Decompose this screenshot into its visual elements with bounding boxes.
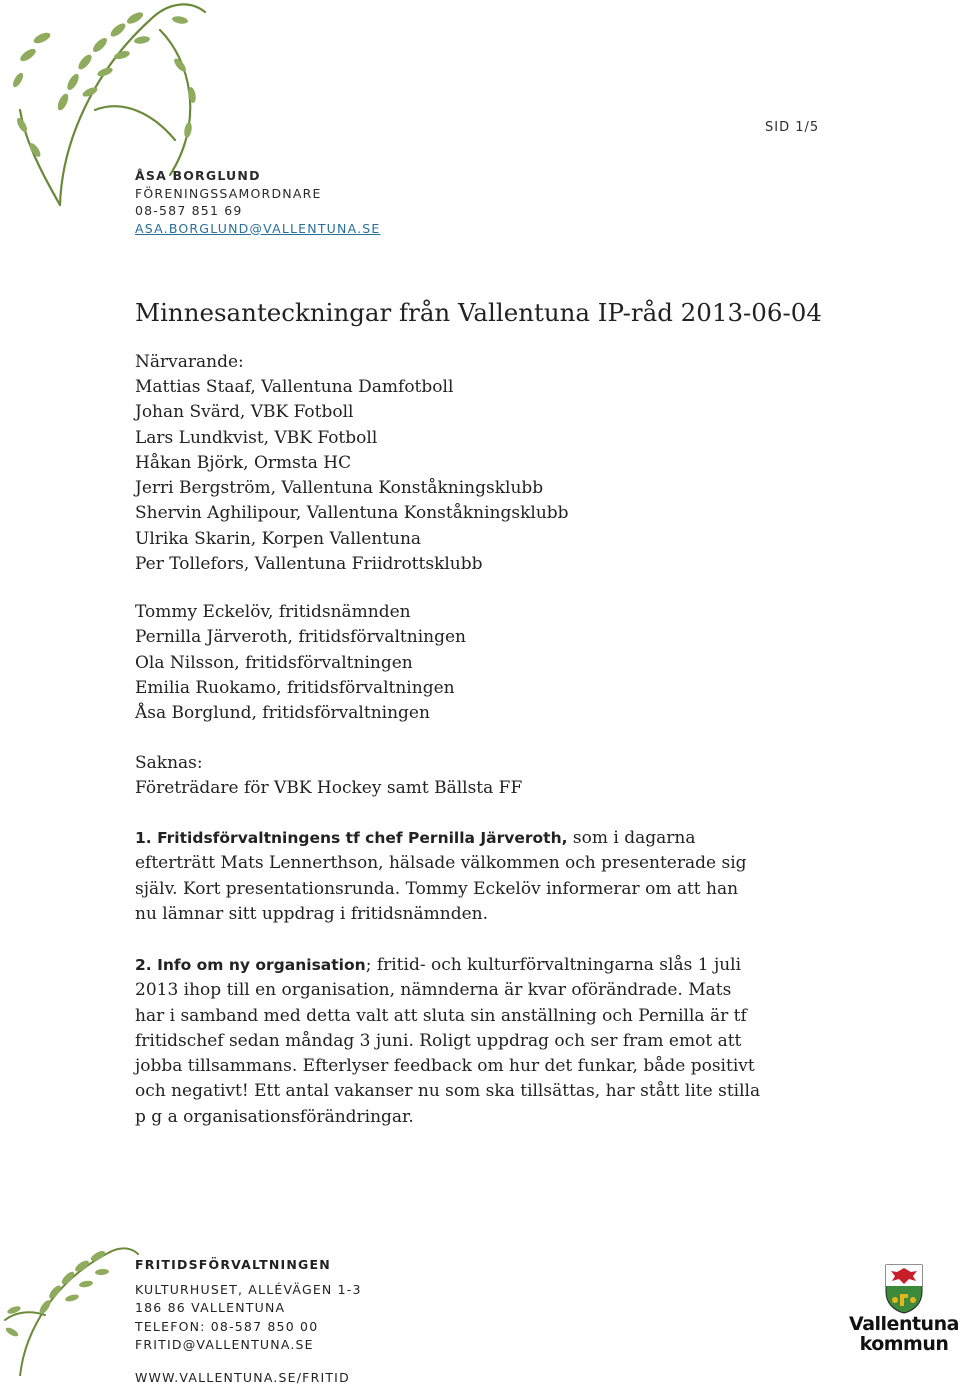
vine-decoration-bottom-icon: [0, 1240, 140, 1376]
footer-phone: TELEFON: 08-587 850 00: [135, 1318, 362, 1337]
agenda-item-1: [135, 826, 835, 927]
logo-wordmark-line1: Vallentuna: [848, 1314, 960, 1334]
agenda-item-line: och negativt! Ett antal vakanser nu som ska tillsättas, har stått lite stilla: [135, 1079, 835, 1104]
agenda-item-line: har i samband med detta valt att sluta sin anställning och Pernilla är tf: [135, 1004, 835, 1029]
official: Pernilla Järveroth, fritidsförvaltningen: [135, 625, 466, 650]
agenda-item-line: efterträtt Mats Lennerthson, hälsade välkommen och presenterade sig: [135, 851, 835, 876]
sender-block: [135, 167, 381, 237]
footer-postal: 186 86 VALLENTUNA: [135, 1299, 362, 1318]
agenda-item-line: nu lämnar sitt uppdrag i fritidsnämnden.: [135, 902, 835, 927]
official: Åsa Borglund, fritidsförvaltningen: [135, 701, 466, 726]
agenda-item-text: ; fritid- och kulturförvaltningarna slås 1 juli: [366, 955, 741, 975]
footer-address: KULTURHUSET, ALLÉVÄGEN 1-3: [135, 1281, 362, 1300]
present-list: [135, 375, 569, 577]
attendee: Johan Svärd, VBK Fotboll: [135, 400, 569, 425]
attendee: Per Tollefors, Vallentuna Friidrottsklubb: [135, 552, 569, 577]
sender-name: ÅSA BORGLUND: [135, 167, 381, 185]
officials-list: [135, 600, 466, 726]
agenda-item-line: 2013 ihop till en organisation, nämnderna är kvar oförändrade. Mats: [135, 978, 835, 1003]
official: Tommy Eckelöv, fritidsnämnden: [135, 600, 466, 625]
present-label: Närvarande:: [135, 350, 244, 375]
agenda-item-line: p g a organisationsförändringar.: [135, 1105, 835, 1130]
attendee: Ulrika Skarin, Korpen Vallentuna: [135, 527, 569, 552]
attendee: Lars Lundkvist, VBK Fotboll: [135, 426, 569, 451]
coat-of-arms-icon: [883, 1262, 925, 1314]
missing-label: Saknas:: [135, 751, 203, 776]
attendee: Håkan Björk, Ormsta HC: [135, 451, 569, 476]
sender-phone: 08-587 851 69: [135, 202, 381, 220]
missing-text: Företrädare för VBK Hockey samt Bällsta FF: [135, 776, 522, 801]
agenda-item-text: som i dagarna: [568, 828, 696, 848]
attendee: Shervin Aghilipour, Vallentuna Konståkningsklubb: [135, 501, 569, 526]
page-number: SID 1/5: [765, 120, 819, 135]
official: Emilia Ruokamo, fritidsförvaltningen: [135, 676, 466, 701]
agenda-item-line: jobba tillsammans. Efterlyser feedback om hur det funkar, både positivt: [135, 1054, 835, 1079]
footer-website-link[interactable]: WWW.VALLENTUNA.SE/FRITID: [135, 1369, 362, 1387]
agenda-item-line: själv. Kort presentationsrunda. Tommy Eckelöv informerar om att han: [135, 877, 835, 902]
attendee: Mattias Staaf, Vallentuna Damfotboll: [135, 375, 569, 400]
footer-email-link[interactable]: FRITID@VALLENTUNA.SE: [135, 1336, 362, 1355]
agenda-item-heading: 2. Info om ny organisation: [135, 956, 366, 974]
agenda-item-line: fritidschef sedan måndag 3 juni. Roligt uppdrag och ser fram emot att: [135, 1029, 835, 1054]
sender-email-link[interactable]: ASA.BORGLUND@VALLENTUNA.SE: [135, 220, 381, 238]
sender-role: FÖRENINGSSAMORDNARE: [135, 185, 381, 203]
footer-department-name: FRITIDSFÖRVALTNINGEN: [135, 1256, 362, 1275]
footer-department: [135, 1256, 362, 1387]
municipality-logo: [848, 1262, 960, 1362]
document-title: Minnesanteckningar från Vallentuna IP-råd 2013-06-04: [135, 298, 822, 327]
official: Ola Nilsson, fritidsförvaltningen: [135, 651, 466, 676]
attendee: Jerri Bergström, Vallentuna Konståkningsklubb: [135, 476, 569, 501]
agenda-item-2: [135, 953, 835, 1130]
agenda-item-heading: 1. Fritidsförvaltningens tf chef Pernilla Järveroth,: [135, 829, 568, 847]
logo-wordmark-line2: kommun: [848, 1334, 960, 1354]
